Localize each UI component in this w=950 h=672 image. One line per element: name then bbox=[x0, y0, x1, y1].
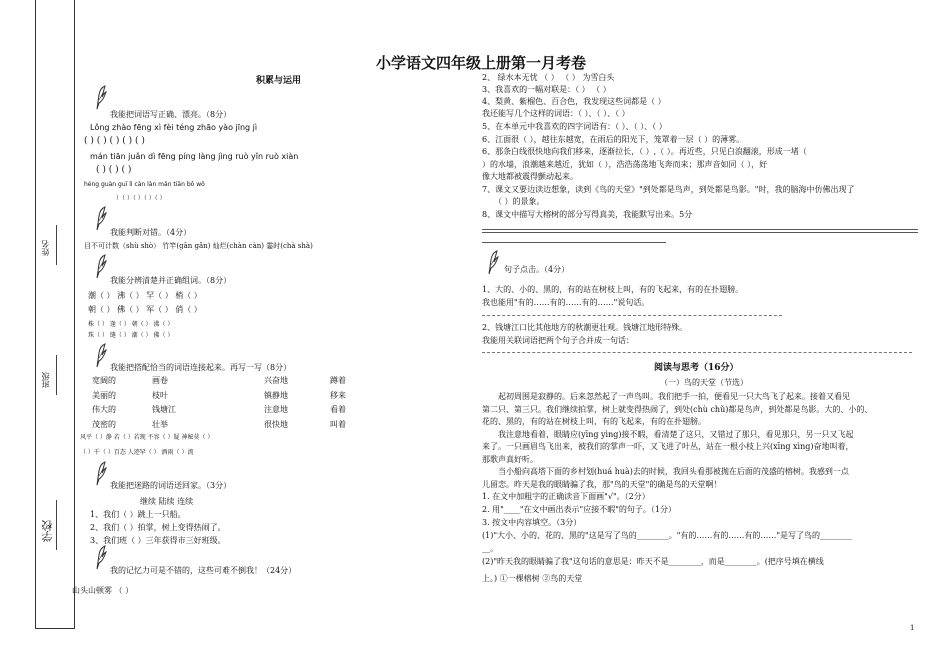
passage-line: 当小船向高塔下面的乡村划(huá huà)去的时候，我回头看那被抛在后面的茂盛的榕树。我感到一点 bbox=[498, 467, 849, 476]
q6-instruction: 我的记忆力可是不错的，这些可难不倒我！（24分） bbox=[110, 566, 297, 575]
class-line bbox=[56, 355, 57, 395]
q5-item-3: 3、我们班（ ）三年获得市三好班级。 bbox=[90, 536, 226, 545]
fill-in-item: 6、那条白线很快地向我们移来，逐渐拉长，（ ）,（ ）。再近些，只见白浪翻滚，形成一堵（ bbox=[482, 147, 807, 156]
q3-row1: 潮（ ） 沸（ ） 罕（ ） 梢（ ） bbox=[88, 291, 202, 300]
q5-item-1: 1、我们（ ）跳上一只船。 bbox=[90, 510, 186, 519]
question-line: __。 bbox=[482, 544, 498, 553]
sentence-1: 1、大的、小的、黑的，有的站在树枝上叫，有的飞起来，有的在扑翅膀。 bbox=[482, 285, 744, 294]
question-line: 3. 按文中内容填空。（3分） bbox=[482, 518, 582, 527]
passage-line: 花的、黑的，有的站在树枝上叫，有的飞起来，有的在扑翅膀。 bbox=[482, 417, 706, 426]
match-word[interactable]: 壮举 bbox=[152, 419, 168, 429]
q3-instruction: 我能分辨清楚并正确组词。（8分） bbox=[110, 276, 232, 285]
sentence-instruction: 句子点击。（4分） bbox=[504, 265, 570, 274]
reading-subtitle: （一）鸟的天堂（节选） bbox=[660, 378, 748, 387]
section-title: 积累与运用 bbox=[256, 76, 302, 86]
q4-instruction: 我能把搭配恰当的词语连接起来。再写一写（8分） bbox=[110, 363, 292, 372]
question-line: (2)"昨天我的眼睛骗了我"这句话的意思是：昨天不是________，而是________。(把序号填在横线 bbox=[482, 557, 824, 566]
q2-items: 目不可计数（shù shò） 竹竿(gān gǎn) 灿烂(chàn càn) 霎时(chà shà) bbox=[84, 242, 313, 250]
fill-in-item: 6、江面很（ ），越往东越宽，在雨后的阳光下，笼罩着一层（ ）的薄雾。 bbox=[482, 135, 745, 144]
fill-in-item: 8、课文中描写大榕树的部分写得真美，我能默写出来。5分 bbox=[482, 210, 693, 219]
match-word[interactable]: 枝叶 bbox=[152, 390, 168, 400]
q5-item-2: 2、我们（ ）拍掌，树上变得热闹了。 bbox=[90, 523, 226, 532]
passage-line: 儿留恋。昨天是我的眼睛骗了我，那"鸟的天堂"的确是鸟的天堂啊！ bbox=[482, 479, 722, 489]
school-label: 学校 bbox=[41, 520, 54, 542]
passage-line: 那歌声真好听。 bbox=[482, 454, 538, 464]
q1-brackets-row1: ( ) ( ) ( ) ( ) ( ) bbox=[84, 136, 145, 146]
question-line: 上。) ①一棵榕树 ②鸟的天堂 bbox=[482, 574, 583, 583]
quill-icon bbox=[94, 461, 108, 487]
fill-in-item: 7、课文又要边读边想象，读到《鸟的天堂》"到处都是鸟声，到处都是鸟影。"时，我的脑海中仿佛出现了 bbox=[482, 185, 855, 194]
name-label: 姓名 bbox=[41, 240, 50, 256]
fill-in-item: 4、梨黄、紫榴色、百合色，我发现这些词都是（ ） bbox=[482, 97, 666, 106]
match-word[interactable]: 画卷 bbox=[152, 376, 168, 385]
q1-small-pinyin: héng guàn guī lì càn làn mǎn tiān bō wǒ bbox=[84, 181, 205, 188]
sentence-1-follow: 我也能用"有的……有的……有的……"说句话。 bbox=[482, 298, 650, 307]
fill-in-item: （ ）的景象。 bbox=[494, 197, 545, 206]
question-line: 1. 在文中加粗字的正确读音下面画"√"。（2分） bbox=[482, 492, 650, 501]
q2-instruction: 我能判断对错。（4分） bbox=[110, 228, 192, 237]
match-word[interactable]: 叫着 bbox=[330, 419, 346, 429]
q3-small-row2: 珠（ ） 缝（ ） 潮（ ） 佛（ ） bbox=[88, 332, 174, 339]
match-word[interactable]: 蹲着 bbox=[330, 376, 346, 385]
quill-icon bbox=[94, 343, 108, 369]
match-word[interactable]: 看着 bbox=[330, 405, 346, 414]
answer-line-1[interactable] bbox=[482, 315, 782, 316]
q1-pinyin-row2: mán tiān juǎn dì fēng píng làng jìng ruò yǐn ruò xiàn bbox=[90, 152, 299, 161]
fill-in-item: ）的水墙，浪潮越来越近，犹如（ ），浩浩荡荡地飞奔而来；那声音如同（ ），好 bbox=[482, 160, 768, 169]
match-word[interactable]: 钱塘江 bbox=[152, 405, 176, 414]
passage-line: 来了。一只画眉鸟飞出来，被我们的掌声一吓，又飞进了叶丛，站在一根小枝上兴(xīng xìng)奋地叫着， bbox=[482, 442, 854, 451]
q5-words: 继续 陆续 连续 bbox=[140, 497, 194, 506]
fill-in-item: 我还能写几个这样的词语：（ ）、（ ）、（ ） bbox=[482, 109, 630, 118]
fill-in-item: 2、 绿水本无忧 （ ） （ ） 为雪白头 bbox=[482, 73, 615, 82]
divider-double-2 bbox=[482, 232, 918, 233]
question-line: 2. 用"____"在文中画出表示"应接不暇"的句子。（1分） bbox=[482, 505, 676, 514]
match-word[interactable]: 美丽的 bbox=[92, 390, 116, 400]
quill-icon bbox=[486, 250, 500, 276]
match-word[interactable]: 宽阔的 bbox=[92, 376, 116, 385]
quill-icon bbox=[94, 85, 108, 111]
q6-first-item: 山头山顿雾 （ ） bbox=[72, 586, 134, 595]
match-word[interactable]: 很快地 bbox=[264, 419, 288, 429]
q3-row2: 朝（ ） 佛（ ） 军（ ） 俏（ ） bbox=[88, 305, 202, 314]
class-label: 班级 bbox=[41, 372, 50, 388]
fill-in-item: 像大地都被震得颤动起来。 bbox=[482, 172, 578, 181]
passage-line: 第二只、第三只。我们继续拍掌，树上就变得热闹了，到处(chù chǔ)都是鸟声，到处都是鸟影。大的、小的、 bbox=[482, 404, 873, 414]
passage-line: 起初周围是寂静的。后来忽然起了一声鸟叫。我们把手一拍，便看见一只大鸟飞了起来。接着又看见 bbox=[498, 392, 850, 401]
sentence-2-follow: 我能用关联词语把两个句子合并成一句话： bbox=[482, 336, 634, 345]
divider-double-1 bbox=[482, 229, 918, 230]
q4-small-row1: 风平（ ）静 若（ ）若现 不容（ ）疑 神秘莫（ ） bbox=[80, 434, 214, 441]
reading-title: 阅读与思考（16分） bbox=[654, 363, 739, 373]
match-word[interactable]: 茂密的 bbox=[92, 419, 116, 429]
match-word[interactable]: 镇静地 bbox=[264, 390, 288, 400]
answer-line-2[interactable] bbox=[482, 352, 912, 353]
fill-in-item: 5、在本单元中我喜欢的四字词语有：（ ）、（ ）、（ ） bbox=[482, 122, 667, 131]
sentence-2: 2、钱塘江口比其他地方的秋潮更壮观。钱塘江地形特殊。 bbox=[482, 323, 688, 332]
match-word[interactable]: 兴奋地 bbox=[264, 376, 288, 385]
q1-instruction: 我能把词语写正确、漂亮。（8分） bbox=[110, 110, 232, 119]
passage-line: 我注意地看着，眼睛应(yīng yìng)接不暇，看清楚了这只，又错过了那只，看见那只，另一只又飞起 bbox=[498, 429, 854, 439]
match-word[interactable]: 移来 bbox=[330, 390, 346, 400]
q1-small-brackets: ）（ ）（ ）（ ）（ ） bbox=[116, 195, 166, 202]
q4-small-row2: （ ）千（ ）百态 人迹罕（ ） 酒雨（ ）流 bbox=[80, 449, 194, 456]
page-title: 小学语文四年级上册第一月考卷 bbox=[376, 54, 587, 72]
fill-in-item: 3、我喜欢的一幅对联是：（ ） （ ） bbox=[482, 85, 611, 94]
divider-short bbox=[482, 242, 666, 243]
q5-instruction: 我能把迷路的词语送回家。（3分） bbox=[110, 481, 232, 490]
school-line bbox=[56, 500, 57, 550]
match-word[interactable]: 伟大的 bbox=[92, 405, 116, 414]
q1-brackets-row2: ( ) ( ) ( ) bbox=[96, 165, 132, 175]
page-number: 1 bbox=[910, 624, 915, 632]
question-line: (1)"大小、小的、花的、黑的"这是写了鸟的________。"有的……有的……有的……"是写了鸟的________ bbox=[482, 531, 853, 540]
quill-icon bbox=[94, 545, 108, 571]
q1-pinyin-row1: Lǒng zhào fēng xì fèi téng zhāo yào jīng jì bbox=[90, 123, 258, 132]
match-word[interactable]: 注意地 bbox=[264, 405, 288, 414]
q3-small-row1: 株（ ） 逢（ ） 朝（ ） 沸（ ） bbox=[88, 321, 174, 328]
name-line bbox=[56, 225, 57, 265]
quill-icon bbox=[94, 254, 108, 280]
quill-icon bbox=[94, 206, 108, 232]
